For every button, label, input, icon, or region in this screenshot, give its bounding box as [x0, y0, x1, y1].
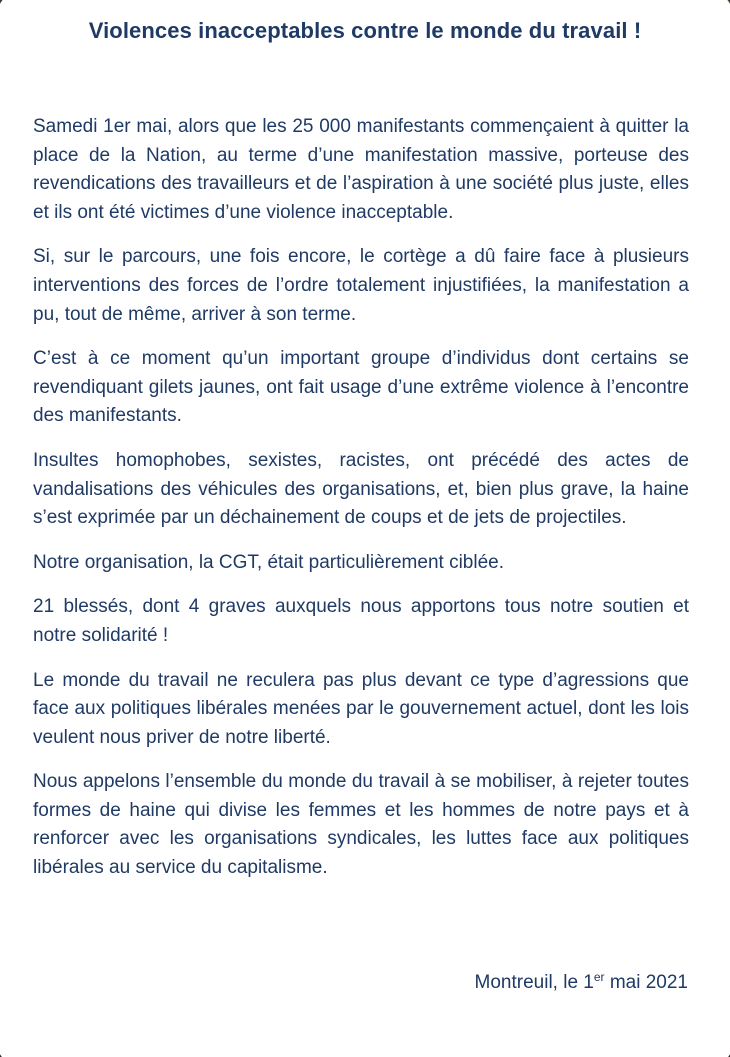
signature-date: mai 2021 [604, 972, 688, 993]
paragraph: C’est à ce moment qu’un important groupe d’individus dont certains se revendiquant gilets jaunes, ont fait usage d’une extrême violence à l’encontre des manifestants. [33, 348, 689, 427]
paragraph: Nous appelons l’ensemble du monde du travail à se mobiliser, à rejeter toutes formes de haine qui divise les femmes et les hommes de notre pays et à renforcer avec les organisations syndicales, les luttes face aux politiques libérales au service du capitalisme. [33, 771, 689, 879]
paragraph: Le monde du travail ne reculera pas plus devant ce type d’agressions que face aux politiques libérales menées par le gouvernement actuel, dont les lois veulent nous priver de notre liberté. [33, 669, 689, 748]
signature-superscript: er [593, 970, 605, 984]
paragraph: Si, sur le parcours, une fois encore, le cortège a dû faire face à plusieurs interventions des forces de l’ordre totalement injustifiées, la manifestation a pu, tout de même, arriver à son terme. [33, 246, 689, 325]
document-body [33, 113, 689, 899]
paragraph: 21 blessés, dont 4 graves auxquels nous apportons tous notre soutien et notre solidarité ! [33, 596, 689, 646]
signature-line [475, 970, 688, 994]
paragraph: Notre organisation, la CGT, était particulièrement ciblée. [33, 551, 505, 573]
signature-place: Montreuil, le 1 [474, 972, 594, 993]
paragraph: Insultes homophobes, sexistes, racistes, ont précédé des actes de vandalisations des véhicules des organisations, et, bien plus grave, la haine s’est exprimée par un déchainement de coups et de jets de projectiles. [33, 449, 689, 529]
document-title: Violences inacceptables contre le monde du travail ! [88, 18, 642, 43]
paragraph: Samedi 1er mai, alors que les 25 000 manifestants commençaient à quitter la place de la Nation, au terme d’une manifestation massive, porteuse des revendications des travailleurs et de l’aspiration à une société plus juste, elles et ils ont été victimes d’une violence inacceptable. [33, 116, 689, 223]
